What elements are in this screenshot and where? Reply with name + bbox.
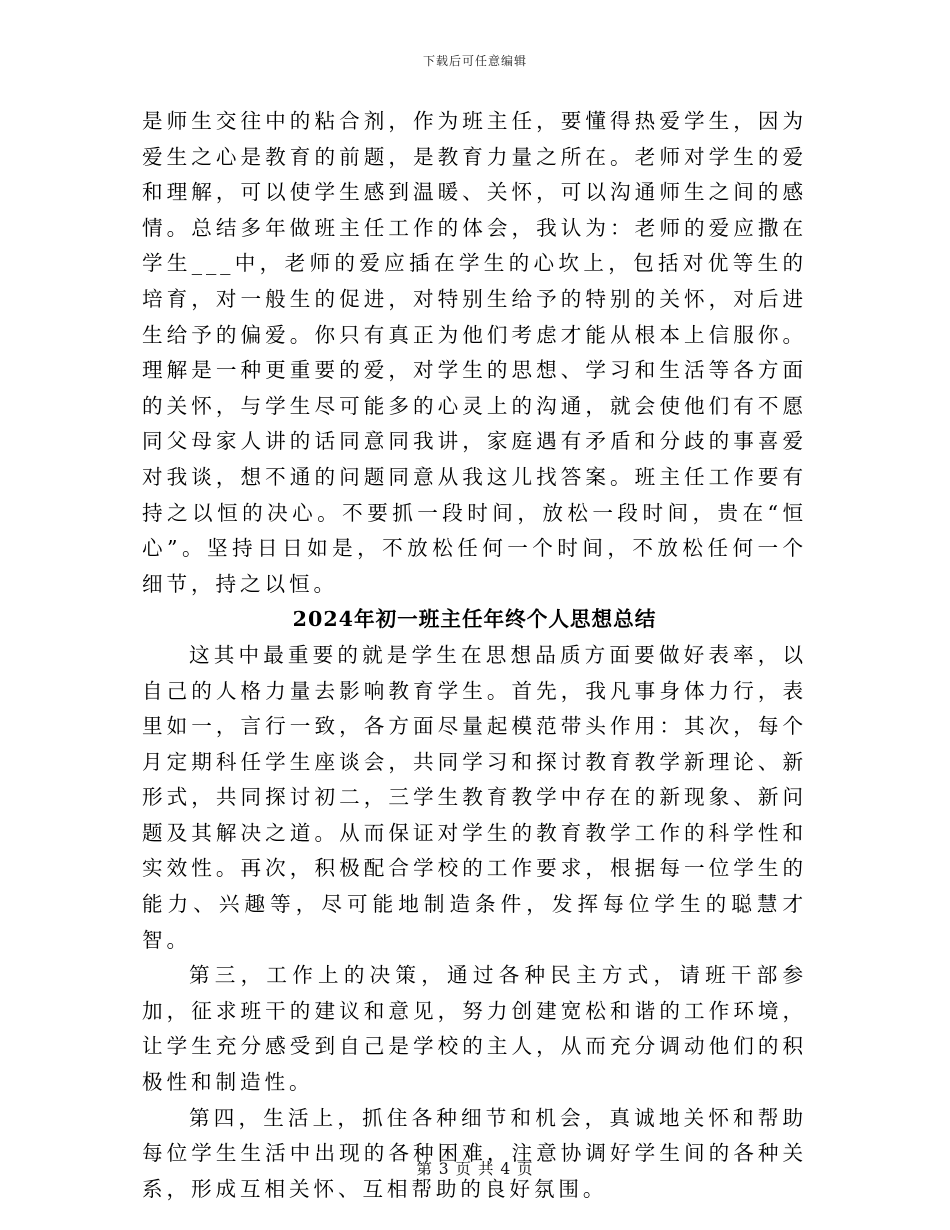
paragraph-1: 这其中最重要的就是学生在思想品质方面要做好表率，以自己的人格力量去影响教育学生。首先，我凡事身体力行，表里如一，言行一致，各方面尽量起模范带头作用：其次，每个月定期科任学生座谈会，共同学习和探讨教育教学新理论、新形式，共同探讨初二，三学生教育教学中存在的新现象、新问题及其解决之道。从而保证对学生的教育教学工作的科学性和实效性。再次，积极配合学校的工作要求，根据每一位学生的能力、兴趣等，尽可能地制造条件，发挥每位学生的聪慧才智。 [142, 642, 807, 952]
page-header-note: 下载后可任意编辑 [422, 54, 527, 68]
section-title: 2024年初一班主任年终个人思想总结 [292, 607, 657, 632]
paragraph-2: 第三，工作上的决策，通过各种民主方式，请班干部参加，征求班干的建议和意见，努力创建宽松和谐的工作环境，让学生充分感受到自己是学校的主人，从而充分调动他们的积极性和制造性。 [142, 963, 807, 1095]
paragraph-3: 第四，生活上，抓住各种细节和机会，真诚地关怀和帮助每位学生生活中出现的各种困难，注意协调好学生间的各种关系，形成互相关怀、互相帮助的良好氛围。 [142, 1105, 807, 1201]
page-number: 第 3 页 共 4 页 [416, 1160, 534, 1178]
document-body [142, 104, 807, 1207]
paragraph-continuation: 是师生交往中的粘合剂，作为班主任，要懂得热爱学生，因为爱生之心是教育的前题，是教育力量之所在。老师对学生的爱和理解，可以使学生感到温暖、关怀，可以沟通师生之间的感情。总结多年做班主任工作的体会，我认为：老师的爱应撒在学生___中，老师的爱应插在学生的心坎上，包括对优等生的培育，对一般生的促进，对特别生给予的特别的关怀，对后进生给予的偏爱。你只有真正为他们考虑才能从根本上信服你。理解是一种更重要的爱，对学生的思想、学习和生活等各方面的关怀，与学生尽可能多的心灵上的沟通，就会使他们有不愿同父母家人讲的话同意同我讲，家庭遇有矛盾和分歧的事喜爱对我谈，想不通的问题同意从我这儿找答案。班主任工作要有持之以恒的决心。不要抓一段时间，放松一段时间，贵在“恒心”。坚持日日如是，不放松任何一个时间，不放松任何一个细节，持之以恒。 [142, 109, 807, 596]
